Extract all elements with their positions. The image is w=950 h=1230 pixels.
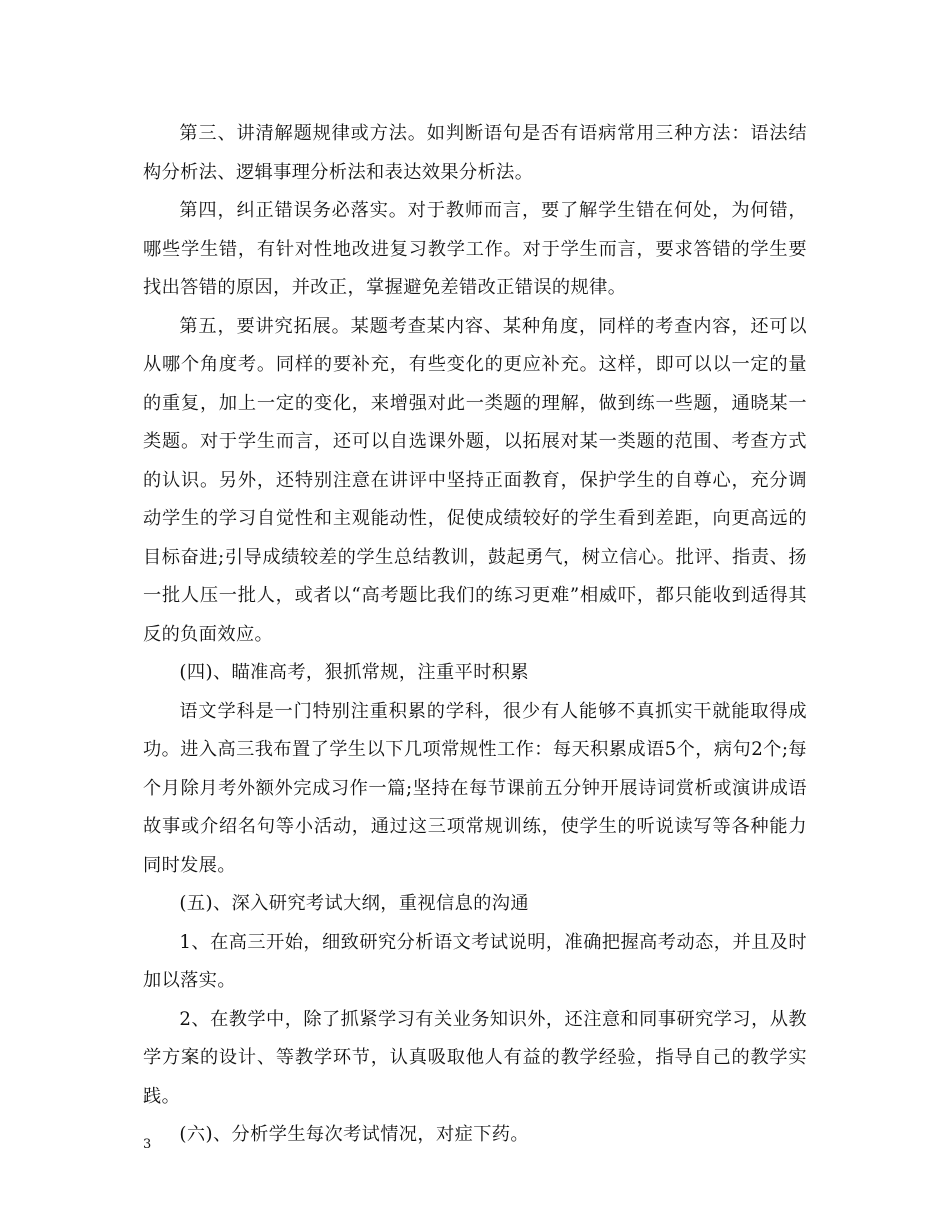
paragraph-third-point: 第三、讲清解题规律或方法。如判断语句是否有语病常用三种方法：语法结构分析法、逻辑事理分析法和表达效果分析法。 [143, 123, 807, 183]
paragraph-item-2: 2、在教学中，除了抓紧学习有关业务知识外，还注意和同事研究学习，从教学方案的设计、等教学环节，认真吸取他人有益的教学经验，指导自己的教学实践。 [143, 1008, 807, 1107]
paragraph-accumulation: 语文学科是一门特别注重积累的学科，很少有人能够不真抓实干就能取得成功。进入高三我布置了学生以下几项常规性工作：每天积累成语5个，病句2个;每个月除月考外额外完成习作一篇;坚持在每节课前五分钟开展诗词赏析或演讲成语故事或介绍名句等小活动，通过这三项常规训练，使学生的听说读写等各种能力同时发展。 [143, 700, 807, 876]
paragraph-fourth-point: 第四，纠正错误务必落实。对于教师而言，要了解学生错在何处，为何错，哪些学生错，有针对性地改进复习教学工作。对于学生而言，要求答错的学生要找出答错的原因，并改正，掌握避免差错改正错误的规律。 [143, 200, 807, 298]
section-heading-4: (四)、瞄准高考，狠抓常规，注重平时积累 [179, 662, 529, 683]
section-heading-6: (六)、分析学生每次考试情况，对症下药。 [179, 1124, 529, 1145]
section-heading-5: (五)、深入研究考试大纲，重视信息的沟通 [179, 893, 529, 914]
page-number: 3 [143, 1137, 152, 1152]
body-text [143, 115, 807, 1155]
paragraph-item-1: 1、在高三开始，细致研究分析语文考试说明，准确把握高考动态，并且及时加以落实。 [143, 931, 807, 991]
paragraph-fifth-point: 第五，要讲究拓展。某题考查某内容、某种角度，同样的考查内容，还可以从哪个角度考。同样的要补充，有些变化的更应补充。这样，即可以以一定的量的重复，加上一定的变化，来增强对此一类题的理解，做到练一些题，通晓某一类题。对于学生而言，还可以自选课外题，以拓展对某一类题的范围、考查方式的认识。另外，还特别注意在讲评中坚持正面教育，保护学生的自尊心，充分调动学生的学习自觉性和主观能动性，促使成绩较好的学生看到差距，向更高远的目标奋进;引导成绩较差的学生总结教训，鼓起勇气，树立信心。批评、指责、扬一批人压一批人，或者以“高考题比我们的练习更难”相威吓，都只能收到适得其反的负面效应。 [143, 315, 807, 645]
